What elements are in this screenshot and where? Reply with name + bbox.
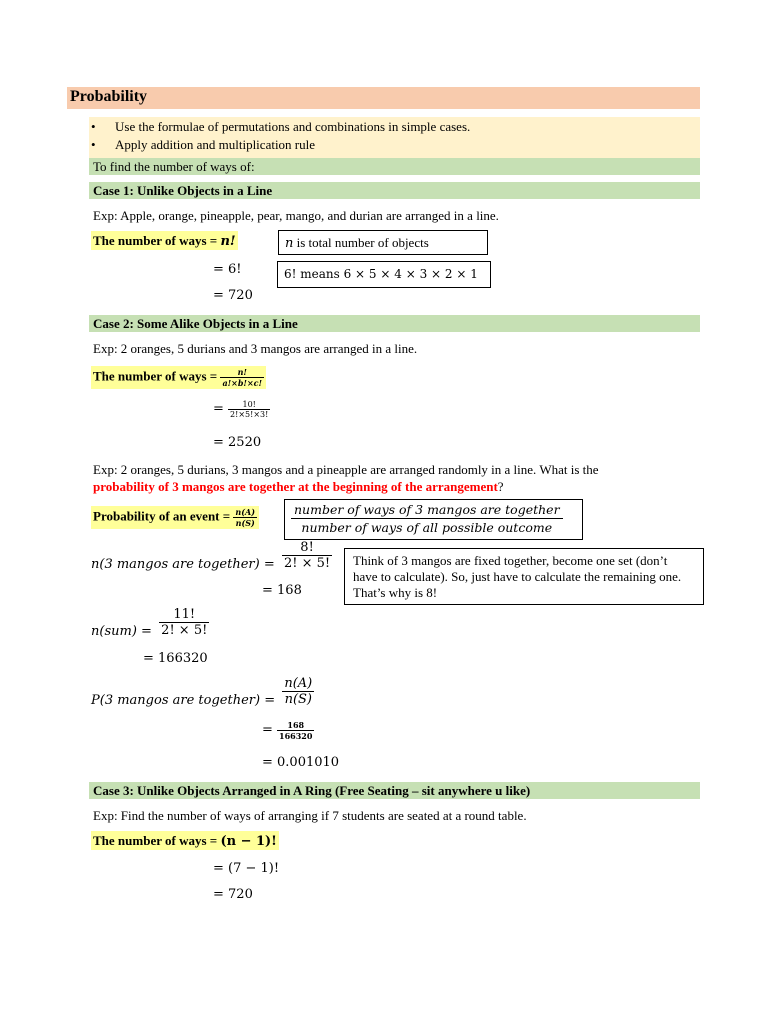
probability-definition-box: number of ways of 3 mangos are together number of ways of all possible outcome — [284, 499, 583, 540]
case3-step1: = (7 − 1)! — [213, 861, 280, 876]
intro-band — [89, 158, 700, 175]
n-mangos-value: = 168 — [262, 583, 302, 598]
think-note-box: Think of 3 mangos are fixed together, become one set (don’t have to calculate). So, just have to calculate the remaining one. That’s why is 8! — [344, 548, 704, 605]
case2-question-cont: probability of 3 mangos are together at the beginning of the arrangement? — [93, 479, 504, 494]
note-box-factorial: 6! means 6 × 5 × 4 × 3 × 2 × 1 — [277, 261, 491, 288]
objectives-list: • Use the formulae of permutations and combinations in simple cases. • Apply addition and multiplication rule — [89, 117, 700, 158]
probability-formula: Probability of an event = $\frac{n(A)}{n(S)}$ — [91, 506, 259, 529]
case1-heading: Case 1: Unlike Objects in a Line — [89, 182, 700, 199]
page-title: Probability — [70, 88, 148, 105]
case3-example: Exp: Find the number of ways of arranging if 7 students are seated at a round table. — [93, 808, 527, 823]
bullet-icon: • — [91, 137, 96, 152]
p-step: = $\frac{168}{166320}$ — [262, 720, 313, 741]
n-mangos-together: n(3 mangos are together) = $\frac{8!}{2! \times 5!}$ — [91, 540, 331, 573]
case1-example: Exp: Apple, orange, pineapple, pear, mango, and durian are arranged in a line. — [93, 208, 499, 223]
case2-step2: = 2520 — [213, 435, 262, 450]
n-sum-value: = 166320 — [143, 651, 208, 666]
title-bar — [67, 87, 700, 109]
n-sum: n(sum) = $\frac{11!}{2! \times 5!}$ — [91, 607, 208, 640]
intro-text: To find the number of ways of: — [93, 159, 255, 174]
case1-step1: = 6! — [213, 262, 242, 277]
case1-formula: The number of ways = n! — [93, 233, 236, 249]
p-value: = 0.001010 — [262, 755, 340, 770]
p-mangos-together: P(3 mangos are together) = $\frac{n(A)}{n(S)}$ — [91, 676, 313, 709]
case1-step2: = 720 — [213, 288, 253, 303]
case2-question: Exp: 2 oranges, 5 durians, 3 mangos and a pineapple are arranged randomly in a line. What is the — [93, 462, 599, 477]
bullet-icon: • — [91, 119, 96, 134]
case2-step1: = $\frac{10!}{2!\times 5!\times 3!}$ — [213, 400, 269, 419]
case2-formula: The number of ways = $\frac{n!}{a!\times b!\times c!}$ — [91, 366, 266, 389]
case2-heading: Case 2: Some Alike Objects in a Line — [89, 315, 700, 332]
case2-example: Exp: 2 oranges, 5 durians and 3 mangos are arranged in a line. — [93, 341, 418, 356]
note-box-n: n is total number of objects — [278, 230, 488, 255]
case3-step2: = 720 — [213, 887, 253, 902]
case3-heading: Case 3: Unlike Objects Arranged in A Ring (Free Seating – sit anywhere u like) — [89, 782, 700, 799]
case3-formula: The number of ways = (n − 1)! — [93, 833, 277, 849]
